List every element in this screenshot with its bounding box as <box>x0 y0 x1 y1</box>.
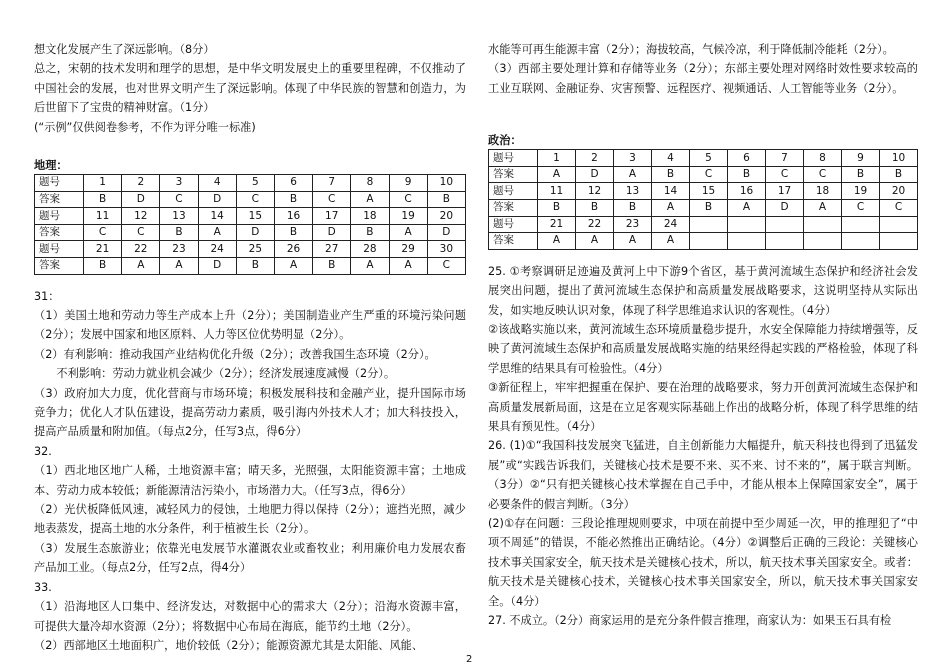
table-cell: 20 <box>427 208 465 225</box>
table-cell: 11 <box>538 183 576 200</box>
table-row <box>35 208 466 225</box>
table-cell: 12 <box>576 183 614 200</box>
row-header-cell: 题号 <box>489 183 538 200</box>
table-cell: A <box>351 258 389 275</box>
table-cell: C <box>84 224 122 241</box>
table-cell: 17 <box>766 183 804 200</box>
table-cell: B <box>538 200 576 217</box>
table-cell: 19 <box>842 183 880 200</box>
table-cell: 8 <box>351 175 389 192</box>
table-cell <box>766 216 804 233</box>
left-column <box>34 40 466 655</box>
table-row <box>489 183 918 200</box>
answer-paragraph: （3）政府加大力度，优化营商与市场环境；积极发展科技和金融产业，提升国际市场竞争力；优化人才队伍建设，提高劳动力素质，吸引海内外技术人才；加大科技投入，提高产品质量和附加值。（每点2分，任写3点，得6分） <box>34 386 466 439</box>
table-cell: 18 <box>804 183 842 200</box>
table-cell: A <box>652 200 690 217</box>
table-cell: B <box>313 258 351 275</box>
table-cell: B <box>427 191 465 208</box>
table-cell: D <box>198 258 236 275</box>
table-row <box>35 241 466 258</box>
table-cell: A <box>160 258 198 275</box>
table-cell <box>842 233 880 250</box>
table-cell: C <box>160 191 198 208</box>
answer-paragraph: 25. ①考察调研足迹遍及黄河上中下游9个省区，基于黄河流域生态保护和经济社会发展突出问题，提出了黄河流域生态保护和高质量发展战略要求，这说明坚持从实际出发，如实地反映认识对象，体现了科学思维追求认识的客观性。（4分） <box>488 264 918 317</box>
row-header-cell: 答案 <box>489 200 538 217</box>
table-cell: 4 <box>198 175 236 192</box>
table-cell: 20 <box>880 183 918 200</box>
table-cell: 24 <box>198 241 236 258</box>
table-cell <box>690 216 728 233</box>
table-cell: A <box>198 224 236 241</box>
table-row <box>489 200 918 217</box>
table-row <box>35 175 466 192</box>
table-cell: B <box>274 191 312 208</box>
table-row <box>489 216 918 233</box>
table-cell <box>804 233 842 250</box>
table-cell: 14 <box>652 183 690 200</box>
table-cell: 6 <box>728 150 766 167</box>
table-cell: B <box>236 258 274 275</box>
row-header-cell: 答案 <box>35 191 84 208</box>
answer-paragraph: 27. 不成立。（2分）商家运用的是充分条件假言推理，商家认为：如果玉石具有检 <box>488 614 892 628</box>
table-cell: C <box>389 191 427 208</box>
table-cell: A <box>728 200 766 217</box>
table-cell <box>728 216 766 233</box>
table-cell: 23 <box>160 241 198 258</box>
answer-paragraph: ②该战略实施以来，黄河流域生态环境质量稳步提升，水安全保障能力持续增强等，反映了黄河流域生态保护和高质量发展战略实施的结果经得起实践的严格检验，体现了科学思维的结果具有可检验性。（4分） <box>488 323 918 375</box>
text-paragraph: 总之，宋朝的技术发明和理学的思想，是中华文明发展史上的重要里程碑，不仅推动了中国社会的发展，也对世界文明产生了深远影响。体现了中华民族的智慧和创造力，为后世留下了宝贵的精神财富。（1分） <box>34 62 466 115</box>
table-cell: A <box>538 233 576 250</box>
answer-paragraph: (2)①存在问题：三段论推理规则要求，中项在前提中至少周延一次，甲的推理犯了“中项不周延”的错误，不能必然推出正确结论。（4分）②调整后正确的三段论：关键核心技术事关国家安全，航天技术是关键核心技术，所以，航天技术事关国家安全。或者：航天技术是关键核心技术，关键核心技术事关国家安全，所以，航天技术事关国家安全。（4分） <box>488 517 918 608</box>
table-cell <box>880 216 918 233</box>
table-cell: 16 <box>728 183 766 200</box>
table-cell: A <box>652 233 690 250</box>
table-cell: 23 <box>614 216 652 233</box>
table-cell: A <box>389 258 427 275</box>
table-cell: B <box>576 200 614 217</box>
table-cell: A <box>804 200 842 217</box>
table-cell: 28 <box>351 241 389 258</box>
table-cell: 25 <box>236 241 274 258</box>
table-cell: B <box>351 224 389 241</box>
table-cell: 10 <box>880 150 918 167</box>
table-cell: D <box>576 166 614 183</box>
answer-paragraph: （1）西北地区地广人稀，土地资源丰富；晴天多，光照强，太阳能资源丰富；土地成本、劳动力成本较低；新能源清洁污染小，市场潜力大。（任写3点，得6分） <box>34 464 466 497</box>
table-row <box>489 166 918 183</box>
answer-paragraph: （2）光伏板降低风速，减轻风力的侵蚀，土地肥力得以保持（2分）；遮挡光照，减少地表蒸发，提高土地的水分条件，利于植被生长（2分）。 <box>34 503 466 536</box>
geography-answer-table <box>34 174 466 275</box>
table-cell: 6 <box>274 175 312 192</box>
question-number: 31： <box>34 289 60 303</box>
table-cell <box>690 233 728 250</box>
table-cell <box>766 233 804 250</box>
answer-paragraph: ③新征程上，牢牢把握重在保护、要在治理的战略要求，努力开创黄河流域生态保护和高质量发展新局面，这是在立足客观实际基础上作出的战略分析，体现了科学思维的结果具有预见性。（4分） <box>488 381 918 434</box>
table-cell: A <box>614 166 652 183</box>
table-cell: 12 <box>122 208 160 225</box>
table-row <box>489 233 918 250</box>
table-cell: 1 <box>538 150 576 167</box>
row-header-cell: 题号 <box>489 150 538 167</box>
table-cell: 24 <box>652 216 690 233</box>
table-cell: C <box>313 191 351 208</box>
text-line: 想文化发展产生了深远影响。（8分） <box>34 43 215 56</box>
table-row <box>489 150 918 167</box>
table-cell: D <box>198 191 236 208</box>
table-cell: 3 <box>160 175 198 192</box>
section-title-politics: 政治： <box>488 134 522 148</box>
table-cell: A <box>614 233 652 250</box>
table-cell: B <box>652 166 690 183</box>
table-cell: C <box>804 166 842 183</box>
table-cell: 5 <box>236 175 274 192</box>
table-cell: 5 <box>690 150 728 167</box>
table-cell: B <box>728 166 766 183</box>
table-cell: 26 <box>274 241 312 258</box>
table-cell: 22 <box>122 241 160 258</box>
table-cell: B <box>274 224 312 241</box>
table-cell: C <box>427 258 465 275</box>
table-cell: 21 <box>538 216 576 233</box>
table-cell: 13 <box>160 208 198 225</box>
table-cell: 4 <box>652 150 690 167</box>
table-cell: D <box>122 191 160 208</box>
table-cell: 18 <box>351 208 389 225</box>
answer-paragraph: （2）西部地区土地面积广，地价较低（2分）；能源资源尤其是太阳能、风能、 <box>34 638 424 652</box>
table-cell: 7 <box>313 175 351 192</box>
table-cell: D <box>313 224 351 241</box>
table-cell: 19 <box>389 208 427 225</box>
politics-answer-table <box>488 149 918 250</box>
table-cell: A <box>122 258 160 275</box>
row-header-cell: 题号 <box>35 175 84 192</box>
table-cell: B <box>614 200 652 217</box>
table-cell: A <box>274 258 312 275</box>
table-cell: A <box>538 166 576 183</box>
table-cell: 30 <box>427 241 465 258</box>
table-cell: 3 <box>614 150 652 167</box>
answer-paragraph: （2）有利影响：推动我国产业结构优化升级（2分）；改善我国生态环境（2分）。 <box>34 347 436 361</box>
table-cell: B <box>690 200 728 217</box>
table-cell: A <box>576 233 614 250</box>
answer-paragraph: （1）沿海地区人口集中、经济发达，对数据中心的需求大（2分）；沿海水资源丰富，可提供大量冷却水资源（2分）；将数据中心布局在海底，能节约土地（2分）。 <box>34 600 466 633</box>
table-cell: 17 <box>313 208 351 225</box>
table-cell: D <box>427 224 465 241</box>
row-header-cell: 答案 <box>489 233 538 250</box>
table-cell: 29 <box>389 241 427 258</box>
table-cell <box>842 216 880 233</box>
table-cell <box>880 233 918 250</box>
table-cell: 16 <box>274 208 312 225</box>
table-cell: 21 <box>84 241 122 258</box>
table-cell: D <box>766 200 804 217</box>
question-number: 32. <box>34 444 52 458</box>
table-cell: C <box>766 166 804 183</box>
table-cell: B <box>880 166 918 183</box>
table-cell: C <box>880 200 918 217</box>
question-number: 33. <box>34 580 52 594</box>
table-cell: 2 <box>122 175 160 192</box>
section-title-geography: 地理： <box>34 159 68 173</box>
page-number: 2 <box>466 654 473 665</box>
table-cell: 15 <box>690 183 728 200</box>
right-column <box>488 40 918 631</box>
answer-paragraph: 26. (1)①“我国科技发展突飞猛进，自主创新能力大幅提升，航天科技也得到了迅猛发展”或“实践告诉我们，关键核心技术是要不来、买不来、讨不来的”，属于联言判断。（3分）②“只有把关键核心技术掌握在自己手中，才能从根本上保障国家安全”，属于必要条件的假言判断。（3分） <box>488 439 918 511</box>
table-cell: B <box>160 224 198 241</box>
table-cell: 9 <box>389 175 427 192</box>
table-cell: A <box>389 224 427 241</box>
table-row <box>35 191 466 208</box>
table-cell: 11 <box>84 208 122 225</box>
row-header-cell: 答案 <box>35 258 84 275</box>
table-cell: 27 <box>313 241 351 258</box>
geography-answers <box>34 287 466 656</box>
table-cell: B <box>842 166 880 183</box>
answer-paragraph: 不利影响：劳动力就业机会减少（2分）；经济发展速度减慢（2分）。 <box>34 367 396 381</box>
table-cell <box>804 216 842 233</box>
table-row <box>35 258 466 275</box>
note-line: (“示例”仅供阅卷参考，不作为评分唯一标准) <box>34 120 256 134</box>
table-cell: 7 <box>766 150 804 167</box>
table-cell: B <box>84 191 122 208</box>
table-cell: B <box>84 258 122 275</box>
table-cell: 22 <box>576 216 614 233</box>
table-cell: 13 <box>614 183 652 200</box>
answer-paragraph: （1）美国土地和劳动力等生产成本上升（2分）；美国制造业产生严重的环境污染问题（2分）；发展中国家和地区原料、人力等区位优势明显（2分）。 <box>34 309 466 342</box>
row-header-cell: 答案 <box>489 166 538 183</box>
row-header-cell: 题号 <box>489 216 538 233</box>
table-cell: C <box>122 224 160 241</box>
table-row <box>35 224 466 241</box>
text-paragraph: （3）西部主要处理计算和存储等业务（2分）；东部主要处理对网络时效性要求较高的工业互联网、金融证券、灾害预警、远程医疗、视频通话、人工智能等业务（2分）。 <box>488 62 918 95</box>
text-paragraph: 水能等可再生能源丰富（2分）；海拔较高，气候冷凉，利于降低制冷能耗（2分）。 <box>488 43 894 56</box>
answer-paragraph: （3）发展生态旅游业；依靠光电发展节水灌溉农业或畜牧业；利用廉价电力发展农畜产品加工业。（每点2分，任写2点，得4分） <box>34 541 466 575</box>
table-cell: 8 <box>804 150 842 167</box>
table-cell <box>728 233 766 250</box>
table-cell: A <box>351 191 389 208</box>
table-cell: D <box>236 224 274 241</box>
table-cell: 15 <box>236 208 274 225</box>
table-cell: 10 <box>427 175 465 192</box>
row-header-cell: 题号 <box>35 241 84 258</box>
table-cell: 14 <box>198 208 236 225</box>
table-cell: C <box>842 200 880 217</box>
politics-answers <box>488 262 918 631</box>
row-header-cell: 题号 <box>35 208 84 225</box>
table-cell: C <box>236 191 274 208</box>
table-cell: 2 <box>576 150 614 167</box>
table-cell: 9 <box>842 150 880 167</box>
row-header-cell: 答案 <box>35 224 84 241</box>
table-cell: 1 <box>84 175 122 192</box>
table-cell: C <box>690 166 728 183</box>
